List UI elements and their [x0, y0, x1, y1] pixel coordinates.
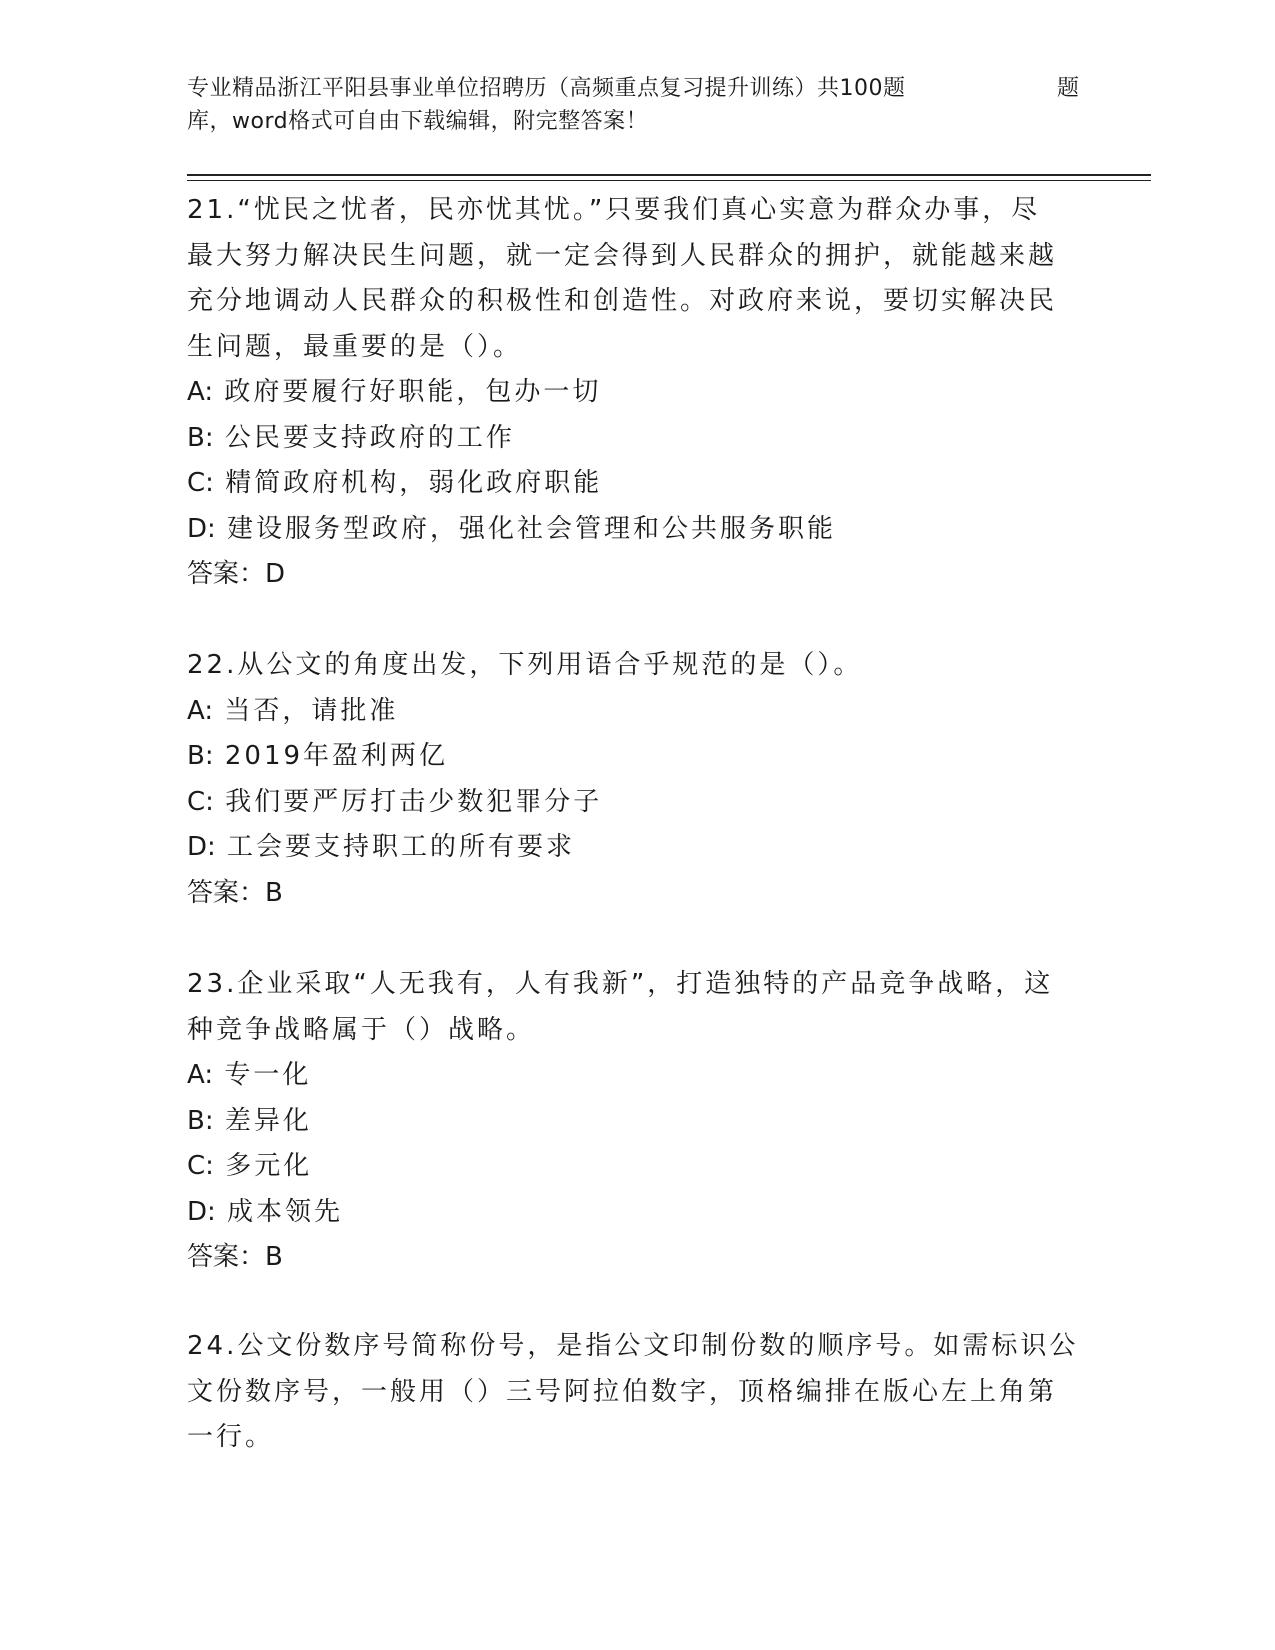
option-a — [187, 1053, 1087, 1099]
question-stem-line: 最大努力解决民生问题，就一定会得到人民群众的拥护，就能越来越 — [187, 240, 1058, 271]
option-a — [187, 689, 1087, 735]
option-key: D: — [187, 1196, 216, 1227]
header-line-1: 专业精品浙江平阳县事业单位招聘历（高频重点复习提升训练）共100题 — [187, 76, 906, 101]
answer: 答案：B — [187, 1242, 283, 1272]
option-c — [187, 461, 1087, 507]
option-b — [187, 1099, 1087, 1145]
question-24 — [187, 1324, 1087, 1461]
question-21 — [187, 188, 1087, 598]
question-22 — [187, 643, 1087, 916]
option-b — [187, 734, 1087, 780]
option-d — [187, 1190, 1087, 1236]
option-text: 工会要支持职工的所有要求 — [227, 832, 576, 862]
header-line-1-tail: 题 — [1057, 76, 1080, 101]
question-23 — [187, 962, 1087, 1281]
option-key: C: — [187, 468, 214, 498]
option-key: B: — [187, 1105, 214, 1136]
question-stem-line: 23.企业采取“人无我有，人有我新”，打造独特的产品竞争战略，这 — [187, 969, 1054, 999]
option-key: C: — [187, 1151, 214, 1181]
option-a — [187, 370, 1087, 416]
option-b — [187, 416, 1087, 462]
option-text: 公民要支持政府的工作 — [224, 422, 515, 453]
document-header — [187, 72, 1087, 138]
header-line-2: 库，word格式可自由下载编辑，附完整答案！ — [187, 109, 649, 134]
header-divider-thin — [187, 180, 1151, 181]
option-c — [187, 1144, 1087, 1190]
option-key: D: — [187, 832, 216, 862]
option-text: 多元化 — [225, 1151, 313, 1181]
answer: 答案：D — [187, 559, 286, 589]
question-stem-line: 22.从公文的角度出发，下列用语合乎规范的是（）。 — [187, 650, 863, 680]
option-key: A: — [187, 1060, 214, 1090]
option-d — [187, 825, 1087, 871]
option-text: 建设服务型政府，强化社会管理和公共服务职能 — [227, 513, 837, 544]
option-text: 我们要严厉打击少数犯罪分子 — [225, 786, 603, 817]
option-key: C: — [187, 786, 214, 817]
question-stem-line: 充分地调动人民群众的积极性和创造性。对政府来说，要切实解决民 — [187, 286, 1058, 316]
option-key: A: — [187, 695, 214, 726]
question-stem-line: 文份数序号，一般用（）三号阿拉伯数字，顶格编排在版心左上角第 — [187, 1376, 1058, 1407]
question-stem-line: 一行。 — [187, 1422, 275, 1452]
option-key: A: — [187, 377, 214, 407]
option-key: B: — [187, 422, 214, 453]
option-text: 差异化 — [224, 1105, 312, 1136]
option-key: B: — [187, 741, 214, 771]
option-text: 专一化 — [224, 1060, 312, 1090]
question-stem-line: 21.“忧民之忧者，民亦忧其忧。”只要我们真心实意为群众办事，尽 — [187, 195, 1041, 225]
question-stem-line: 种竞争战略属于（）战略。 — [187, 1014, 536, 1045]
question-stem-line: 24.公文份数序号简称份号，是指公文印制份数的顺序号。如需标识公 — [187, 1331, 1079, 1361]
option-c — [187, 780, 1087, 826]
option-text: 成本领先 — [227, 1196, 344, 1227]
option-text: 当否，请批准 — [224, 695, 399, 726]
answer: 答案：B — [187, 877, 283, 908]
option-d — [187, 507, 1087, 553]
header-divider-thick — [187, 174, 1151, 176]
option-text: 政府要履行好职能，包办一切 — [224, 377, 602, 407]
option-text: 精简政府机构，弱化政府职能 — [225, 468, 603, 498]
question-stem-line: 生问题，最重要的是（）。 — [187, 331, 523, 362]
option-text: 2019年盈利两亿 — [224, 741, 449, 771]
option-key: D: — [187, 513, 216, 544]
